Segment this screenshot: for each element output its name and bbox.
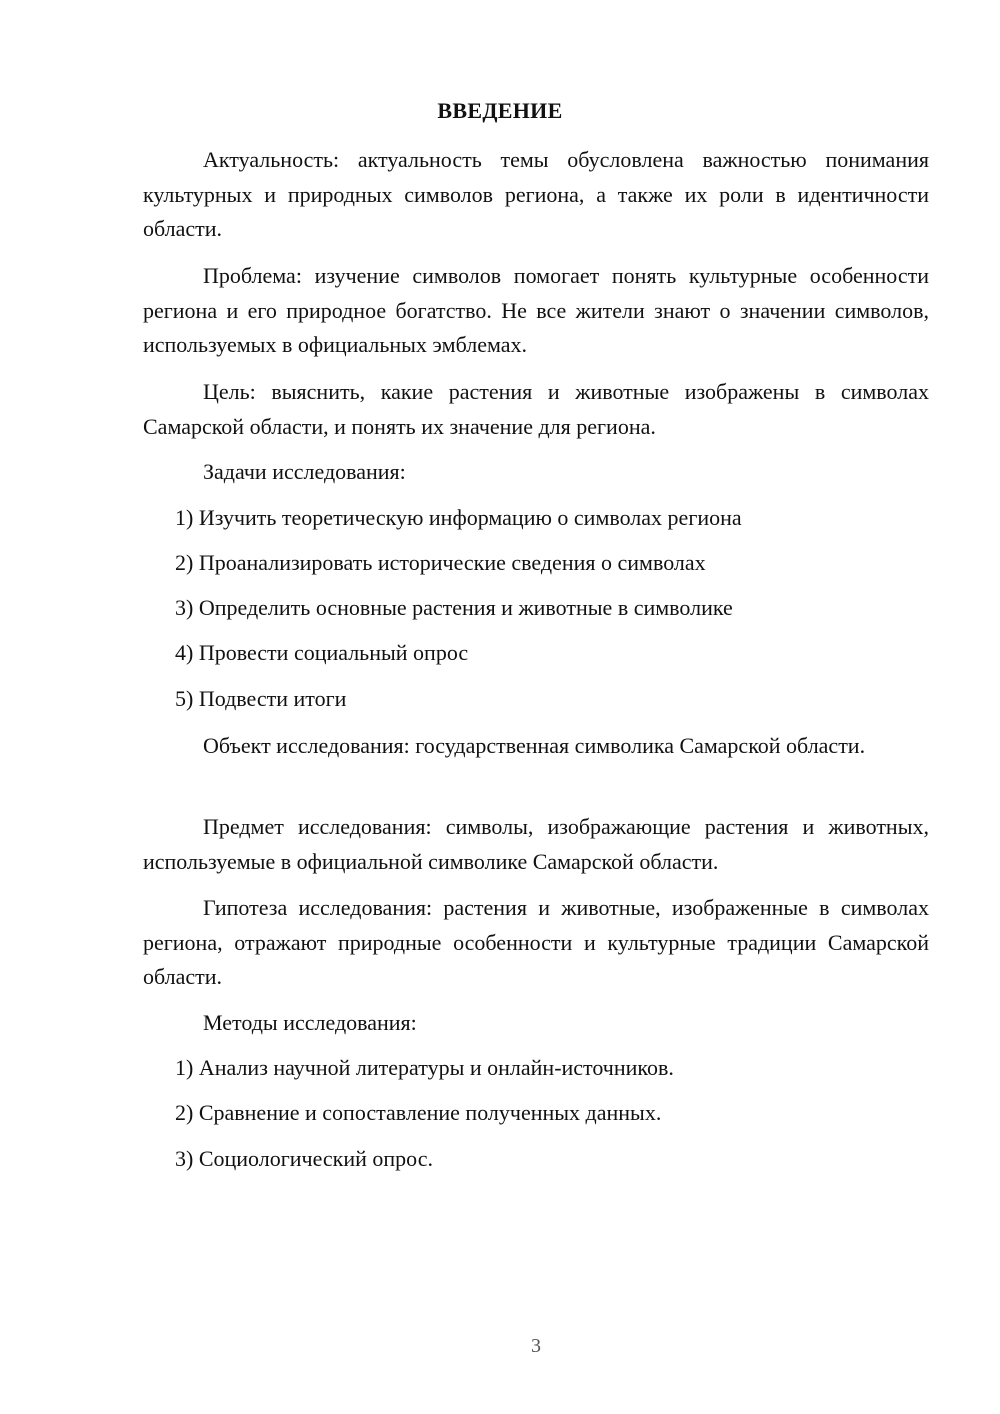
tasks-heading: Задачи исследования:	[203, 459, 406, 484]
method-item: 2) Сравнение и сопоставление полученных данных.	[175, 1100, 662, 1125]
page-number: 3	[531, 1335, 541, 1357]
hypothesis-paragraph: Гипотеза исследования: растения и животные, изображенные в символах региона, отражают природные особенности и культурные традиции Самарской области.	[143, 895, 929, 989]
method-item: 3) Социологический опрос.	[175, 1146, 433, 1171]
method-item: 1) Анализ научной литературы и онлайн-источников.	[175, 1055, 674, 1080]
problem-paragraph: Проблема: изучение символов помогает понять культурные особенности региона и его природное богатство. Не все жители знают о значении символов, используемых в официальных эмблемах.	[143, 263, 929, 357]
subject-paragraph: Предмет исследования: символы, изображающие растения и животных, используемые в официальной символике Самарской области.	[143, 814, 929, 874]
task-item: 4) Провести социальный опрос	[175, 640, 469, 665]
relevance-paragraph: Актуальность: актуальность темы обусловлена важностью понимания культурных и природных символов региона, а также их роли в идентичности области.	[143, 147, 929, 241]
object-paragraph: Объект исследования: государственная символика Самарской области.	[203, 733, 866, 758]
task-item: 1) Изучить теоретическую информацию о символах региона	[175, 505, 742, 530]
methods-heading: Методы исследования:	[203, 1010, 417, 1035]
task-item: 3) Определить основные растения и животные в символике	[175, 595, 733, 620]
section-heading: ВВЕДЕНИЕ	[437, 98, 563, 123]
task-item: 2) Проанализировать исторические сведения о символах	[175, 550, 706, 575]
goal-paragraph: Цель: выяснить, какие растения и животные изображены в символах Самарской области, и понять их значение для региона.	[143, 379, 929, 439]
task-item: 5) Подвести итоги	[175, 686, 347, 711]
